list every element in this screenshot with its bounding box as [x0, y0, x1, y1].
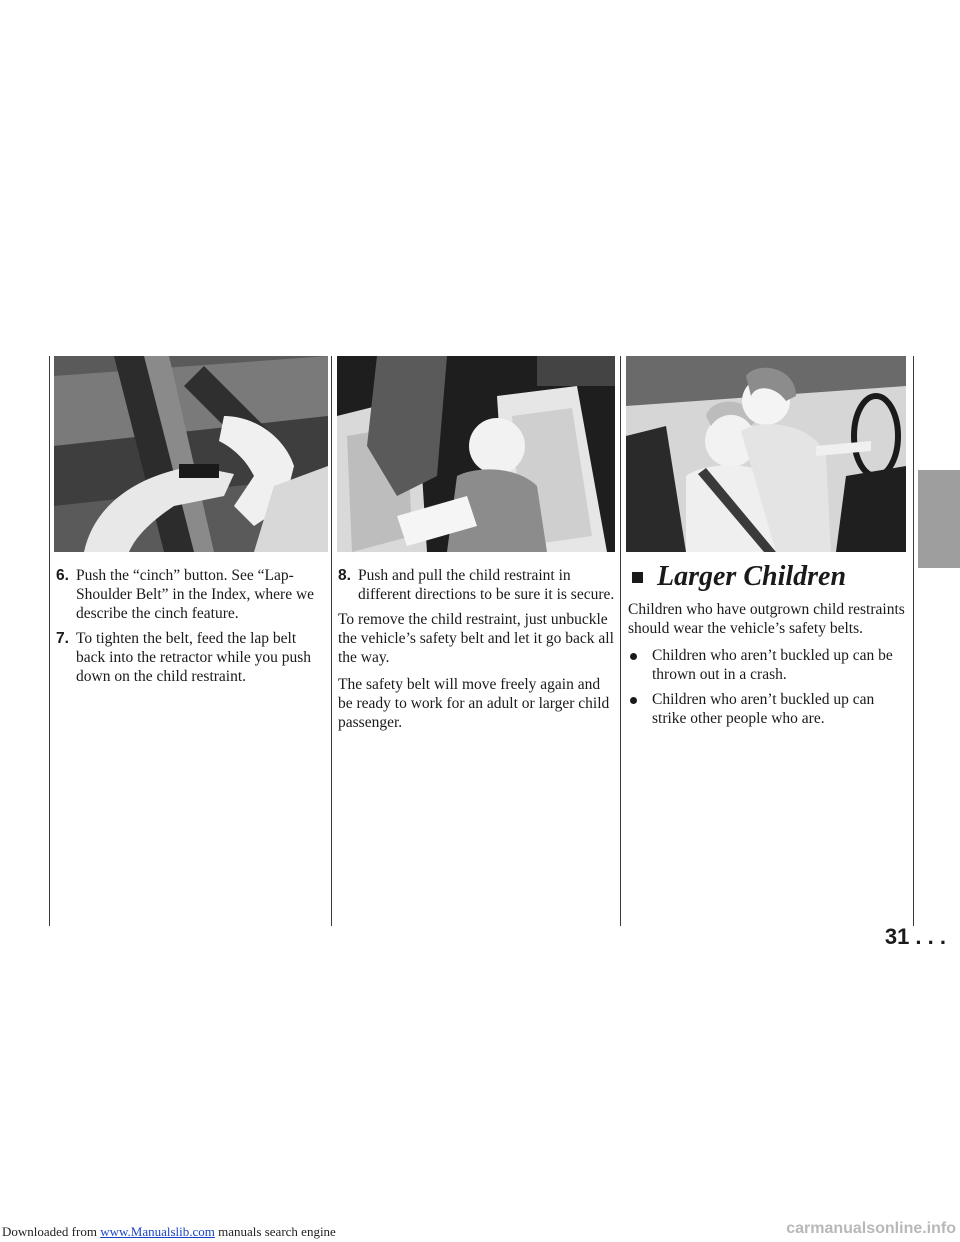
column-divider-middle-right — [620, 356, 621, 926]
column-divider-right — [913, 356, 914, 926]
page-number: 31 . . . — [884, 924, 946, 949]
bullet-dot-icon — [628, 646, 652, 684]
footer-prefix: Downloaded from — [2, 1224, 101, 1239]
column-1-text — [56, 566, 324, 692]
cinch-button-illustration — [54, 356, 328, 552]
step-7 — [56, 629, 324, 686]
bullet-item — [628, 646, 908, 684]
section-tab-marker — [918, 470, 960, 568]
square-bullet-icon — [632, 572, 643, 583]
bullet-text: Children who aren’t buckled up can strike other people who are. — [652, 691, 875, 727]
bullet-dot-icon — [628, 690, 652, 728]
larger-children-intro: Children who have outgrown child restraints should wear the vehicle’s safety belts. — [628, 601, 905, 637]
bullet-item — [628, 690, 908, 728]
watermark: carmanualsonline.info — [786, 1220, 956, 1237]
section-heading — [628, 560, 908, 594]
manualslib-link[interactable]: www.Manualslib.com — [100, 1224, 215, 1239]
column-divider-left — [49, 356, 50, 926]
remove-restraint-paragraph: To remove the child restraint, just unbuckle the vehicle’s safety belt and let it go back all the way. — [338, 611, 614, 666]
step-8 — [338, 566, 616, 604]
larger-children-illustration — [626, 356, 906, 552]
step-text: Push the “cinch” button. See “Lap-Shoulder Belt” in the Index, where we describe the cinch feature. — [76, 567, 315, 622]
step-text: To tighten the belt, feed the lap belt back into the retractor while you push down on the child restraint. — [76, 630, 312, 685]
larger-children-heading: Larger Children — [657, 561, 847, 592]
child-restraint-illustration — [337, 356, 615, 552]
step-number: 8. — [338, 567, 351, 584]
step-number: 6. — [56, 567, 69, 584]
download-footer — [2, 1224, 336, 1240]
column-3-text — [628, 560, 908, 734]
step-text: Push and pull the child restraint in different directions to be sure it is secure. — [358, 567, 615, 603]
column-2-text — [338, 566, 616, 740]
belt-ready-paragraph: The safety belt will move freely again and be ready to work for an adult or larger child passenger. — [338, 676, 610, 731]
step-6 — [56, 566, 324, 623]
footer-suffix: manuals search engine — [214, 1224, 336, 1239]
column-divider-middle-left — [331, 356, 332, 926]
bullet-text: Children who aren’t buckled up can be thrown out in a crash. — [652, 647, 893, 683]
step-number: 7. — [56, 630, 69, 647]
